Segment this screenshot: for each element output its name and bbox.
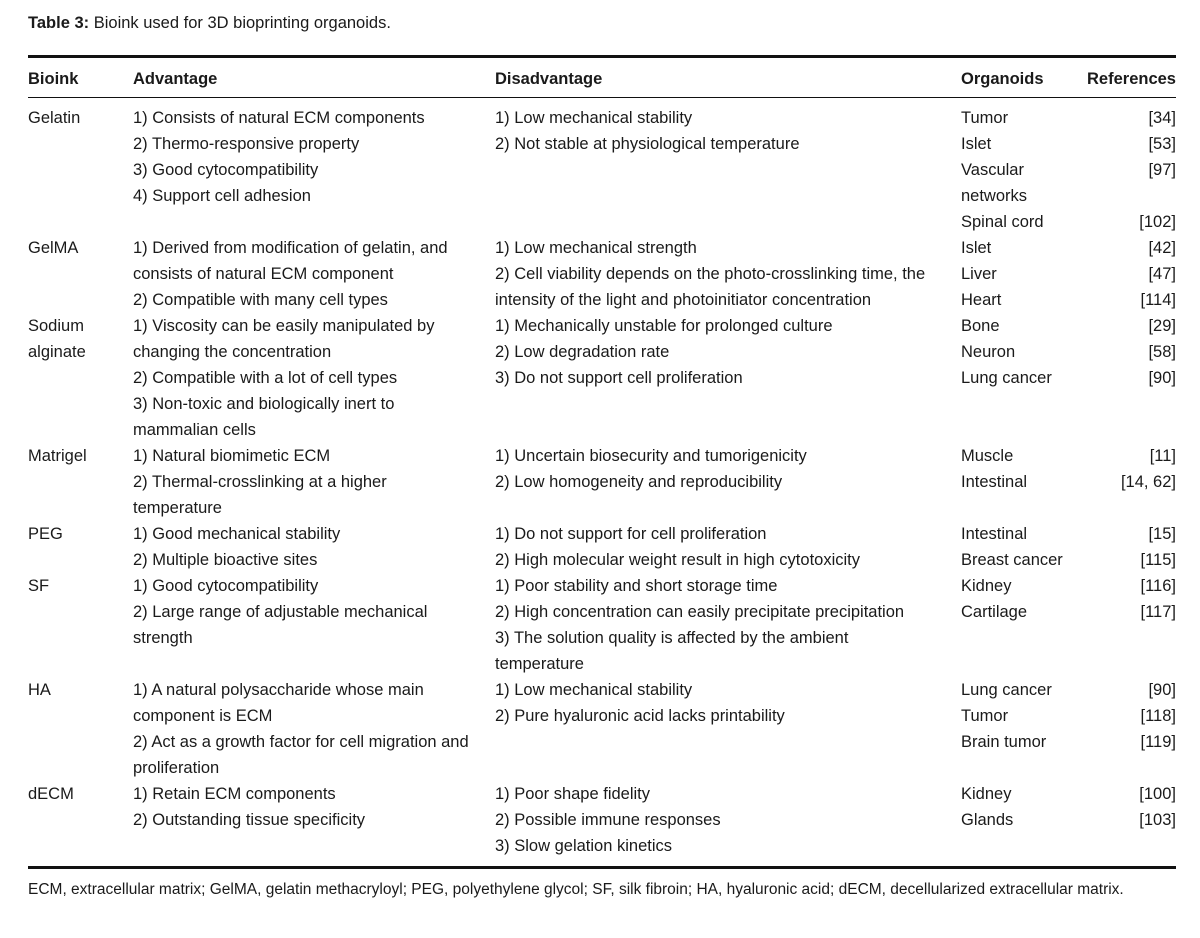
cell-line: Cartilage: [961, 603, 1028, 621]
cell-line: Kidney: [961, 785, 1012, 803]
cell-line: 2) Thermo-responsive property: [133, 135, 360, 153]
cell-bioink: [28, 443, 128, 469]
cell-line: [90]: [1148, 681, 1176, 699]
cell-line: dECM: [28, 785, 74, 803]
cell-advantage: [133, 443, 488, 521]
cell-line: [114]: [1140, 291, 1176, 309]
cell-organoids: [961, 443, 1081, 495]
table-row: [28, 521, 1176, 573]
cell-line: 1) Low mechanical stability: [495, 109, 693, 127]
cell-references: [1081, 781, 1176, 833]
cell-line: [90]: [1148, 369, 1176, 387]
table-body: [28, 105, 1176, 859]
table-row: [28, 105, 1176, 235]
cell-organoids: [961, 105, 1081, 235]
cell-line: Gelatin: [28, 109, 81, 127]
cell-line: Sodium: [28, 317, 84, 335]
cell-references: [1081, 313, 1176, 391]
cell-line: 2) Large range of adjustable mechanical: [133, 603, 428, 621]
cell-line: 3) Slow gelation kinetics: [495, 837, 673, 855]
cell-line: Tumor: [961, 707, 1009, 725]
cell-line: 2) Outstanding tissue specificity: [133, 811, 366, 829]
cell-bioink: [28, 313, 128, 365]
cell-line: intensity of the light and photoinitiator concentration: [495, 291, 872, 309]
cell-organoids: [961, 573, 1081, 625]
cell-line: Tumor: [961, 109, 1009, 127]
cell-line: Islet: [961, 239, 992, 257]
table-header-rule: [28, 97, 1176, 98]
cell-line: 2) High concentration can easily precipitate precipitation: [495, 603, 905, 621]
table-row: [28, 781, 1176, 859]
caption-text: Bioink used for 3D bioprinting organoids.: [93, 14, 391, 32]
cell-line: temperature: [133, 499, 222, 517]
cell-references: [1081, 443, 1176, 495]
cell-advantage: [133, 313, 488, 443]
cell-disadvantage: [495, 677, 955, 729]
table-row: [28, 573, 1176, 677]
header-organoids: Organoids: [961, 70, 1044, 88]
cell-line: 2) Low homogeneity and reproducibility: [495, 473, 783, 491]
cell-line: 1) Natural biomimetic ECM: [133, 447, 331, 465]
cell-line: 1) Good mechanical stability: [133, 525, 341, 543]
cell-line: [100]: [1139, 785, 1176, 803]
cell-organoids: [961, 781, 1081, 833]
table-caption: [28, 11, 391, 35]
cell-line: Spinal cord: [961, 213, 1044, 231]
cell-line: 1) Good cytocompatibility: [133, 577, 319, 595]
cell-line: 2) Compatible with many cell types: [133, 291, 388, 309]
cell-advantage: [133, 521, 488, 573]
cell-line: Islet: [961, 135, 992, 153]
cell-line: [47]: [1148, 265, 1176, 283]
cell-line: 1) Derived from modification of gelatin, and: [133, 239, 448, 257]
cell-line: Brain tumor: [961, 733, 1047, 751]
cell-bioink: [28, 677, 128, 703]
cell-line: strength: [133, 629, 193, 647]
cell-line: alginate: [28, 343, 86, 361]
cell-line: Matrigel: [28, 447, 87, 465]
cell-line: [116]: [1140, 577, 1176, 595]
cell-advantage: [133, 235, 488, 313]
cell-line: Neuron: [961, 343, 1016, 361]
cell-line: proliferation: [133, 759, 220, 777]
cell-disadvantage: [495, 573, 955, 677]
cell-line: [42]: [1148, 239, 1176, 257]
cell-line: 1) Viscosity can be easily manipulated by: [133, 317, 435, 335]
cell-references: [1081, 573, 1176, 625]
cell-line: Heart: [961, 291, 1002, 309]
cell-line: [1081, 183, 1176, 209]
cell-line: 1) Low mechanical stability: [495, 681, 693, 699]
cell-bioink: [28, 781, 128, 807]
cell-references: [1081, 105, 1176, 235]
cell-line: component is ECM: [133, 707, 273, 725]
cell-disadvantage: [495, 781, 955, 859]
cell-line: 3) The solution quality is affected by the ambient: [495, 629, 849, 647]
header-references: References: [1087, 70, 1176, 88]
cell-organoids: [961, 235, 1081, 313]
cell-line: [97]: [1148, 161, 1176, 179]
cell-line: PEG: [28, 525, 63, 543]
cell-line: 2) High molecular weight result in high cytotoxicity: [495, 551, 860, 569]
cell-line: 1) Retain ECM components: [133, 785, 336, 803]
cell-line: 2) Multiple bioactive sites: [133, 551, 318, 569]
cell-line: 1) Uncertain biosecurity and tumorigenicity: [495, 447, 807, 465]
cell-line: SF: [28, 577, 50, 595]
cell-line: Breast cancer: [961, 551, 1063, 569]
cell-line: Glands: [961, 811, 1014, 829]
table-bottom-rule: [28, 866, 1176, 869]
cell-line: 1) Mechanically unstable for prolonged culture: [495, 317, 833, 335]
cell-line: Bone: [961, 317, 1000, 335]
cell-line: 1) Poor stability and short storage time: [495, 577, 778, 595]
cell-line: Muscle: [961, 447, 1014, 465]
cell-line: [102]: [1139, 213, 1176, 231]
cell-line: Intestinal: [961, 473, 1028, 491]
cell-line: 2) Pure hyaluronic acid lacks printability: [495, 707, 785, 725]
cell-line: Intestinal: [961, 525, 1028, 543]
cell-line: 2) Thermal-crosslinking at a higher: [133, 473, 387, 491]
cell-bioink: [28, 235, 128, 261]
cell-line: 2) Not stable at physiological temperature: [495, 135, 800, 153]
cell-line: [117]: [1140, 603, 1176, 621]
cell-advantage: [133, 573, 488, 651]
cell-line: 1) Low mechanical strength: [495, 239, 697, 257]
cell-disadvantage: [495, 521, 955, 573]
cell-advantage: [133, 677, 488, 781]
cell-line: 3) Non-toxic and biologically inert to: [133, 395, 395, 413]
cell-line: [58]: [1148, 343, 1176, 361]
cell-line: [15]: [1148, 525, 1176, 543]
cell-line: 1) Do not support for cell proliferation: [495, 525, 767, 543]
cell-line: [34]: [1148, 109, 1176, 127]
cell-bioink: [28, 521, 128, 547]
cell-line: GelMA: [28, 239, 79, 257]
cell-bioink: [28, 573, 128, 599]
cell-line: 4) Support cell adhesion: [133, 187, 311, 205]
caption-label: Table 3:: [28, 14, 90, 32]
cell-organoids: [961, 313, 1081, 391]
cell-line: [118]: [1140, 707, 1176, 725]
cell-line: HA: [28, 681, 51, 699]
cell-disadvantage: [495, 235, 955, 313]
cell-line: mammalian cells: [133, 421, 256, 439]
cell-line: [14, 62]: [1120, 473, 1176, 491]
cell-line: Liver: [961, 265, 997, 283]
cell-advantage: [133, 105, 488, 209]
cell-line: changing the concentration: [133, 343, 332, 361]
cell-disadvantage: [495, 313, 955, 391]
cell-line: Kidney: [961, 577, 1012, 595]
cell-line: 2) Compatible with a lot of cell types: [133, 369, 398, 387]
cell-line: 2) Low degradation rate: [495, 343, 670, 361]
table-row: [28, 235, 1176, 313]
cell-references: [1081, 235, 1176, 313]
cell-line: [11]: [1149, 447, 1176, 465]
header-bioink: Bioink: [28, 70, 79, 88]
table-header: [28, 66, 1176, 92]
cell-disadvantage: [495, 105, 955, 157]
cell-line: [53]: [1148, 135, 1176, 153]
cell-line: 1) A natural polysaccharide whose main: [133, 681, 424, 699]
table-row: [28, 443, 1176, 521]
header-advantage: Advantage: [133, 70, 218, 88]
cell-line: [29]: [1148, 317, 1176, 335]
cell-line: 1) Poor shape fidelity: [495, 785, 651, 803]
cell-line: 2) Cell viability depends on the photo-crosslinking time, the: [495, 265, 926, 283]
cell-line: 1) Consists of natural ECM components: [133, 109, 425, 127]
cell-references: [1081, 521, 1176, 573]
cell-references: [1081, 677, 1176, 755]
cell-organoids: [961, 521, 1081, 573]
cell-line: [115]: [1140, 551, 1176, 569]
table-footnote: ECM, extracellular matrix; GelMA, gelatin methacryloyl; PEG, polyethylene glycol; SF, silk fibroin; HA, hyaluronic acid; dECM, decellularized extracellular matrix.: [28, 881, 1124, 898]
cell-line: 2) Possible immune responses: [495, 811, 721, 829]
table-row: [28, 677, 1176, 781]
cell-advantage: [133, 781, 488, 833]
cell-line: temperature: [495, 655, 584, 673]
cell-line: Vascular: [961, 161, 1024, 179]
cell-organoids: [961, 677, 1081, 755]
cell-line: Lung cancer: [961, 681, 1052, 699]
cell-line: networks: [961, 187, 1028, 205]
cell-line: 2) Act as a growth factor for cell migration and: [133, 733, 469, 751]
cell-line: [103]: [1139, 811, 1176, 829]
cell-line: [119]: [1140, 733, 1176, 751]
cell-bioink: [28, 105, 128, 131]
cell-disadvantage: [495, 443, 955, 495]
header-disadvantage: Disadvantage: [495, 70, 603, 88]
cell-line: consists of natural ECM component: [133, 265, 394, 283]
table-top-rule: [28, 55, 1176, 58]
cell-line: 3) Good cytocompatibility: [133, 161, 319, 179]
cell-line: 3) Do not support cell proliferation: [495, 369, 743, 387]
cell-line: Lung cancer: [961, 369, 1052, 387]
table-row: [28, 313, 1176, 443]
